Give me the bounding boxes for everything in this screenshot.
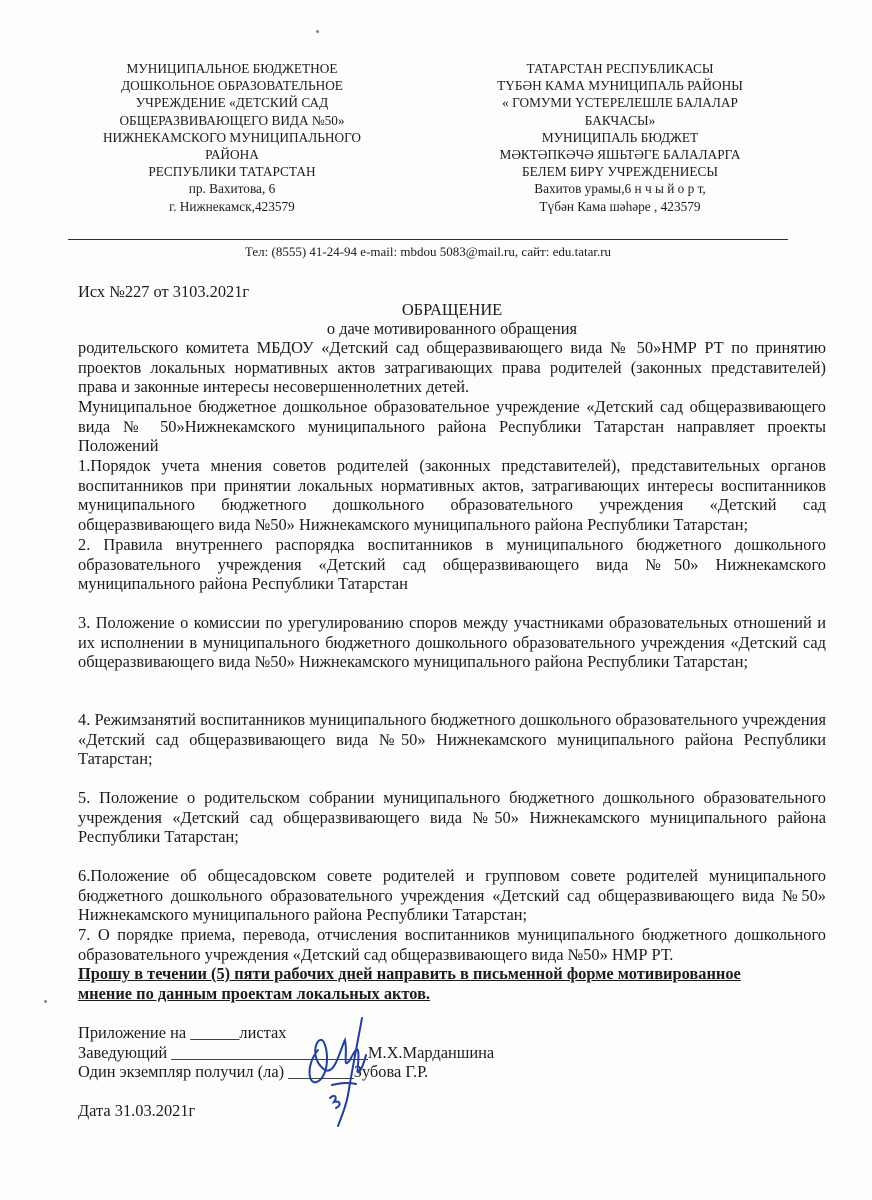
scan-speck xyxy=(44,1000,47,1003)
header-line: МӘКТӘПКӘЧӘ ЯШЬТӘГЕ БАЛАЛАРГА xyxy=(499,147,741,163)
header-right-org-tt xyxy=(460,60,780,215)
header-line: Түбән Кама шәһәре , 423579 xyxy=(539,198,701,214)
reference-number: Исх №227 от 3103.2021г xyxy=(78,282,250,301)
attachment-line: Приложение на ______листах xyxy=(78,1023,287,1042)
list-item: 5. Положение о родительском собрании муниципального бюджетного дошкольного образовательного учреждения «Детский сад общеразвивающего вида №50» Нижнекамского муниципального района Республики Татарстан; xyxy=(78,788,826,847)
document-title: ОБРАЩЕНИЕ xyxy=(401,300,503,319)
list-item: 2. Правила внутреннего распорядка воспитанников в муниципального бюджетного дошкольного образовательного учреждения «Детский сад общеразвивающего вида №50» Нижнекамского муниципального района Республики Татарстан xyxy=(78,535,826,594)
header-line: пр. Вахитова, 6 xyxy=(188,181,276,197)
header-line: УЧРЕЖДЕНИЕ «ДЕТСКИЙ САД xyxy=(135,95,329,111)
header-line: ТҮБӘН КАМА МУНИЦИПАЛЬ РАЙОНЫ xyxy=(497,78,743,94)
header-line: Вахитов урамы,6 н ч ы й о р т, xyxy=(534,181,706,197)
header-line: РАЙОНА xyxy=(205,147,259,163)
sender-paragraph: Муниципальное бюджетное дошкольное образовательное учреждение «Детский сад общеразвивающего вида № 50»Нижнекамского муниципального района Республики Татарстан направляет проекты Положений xyxy=(78,397,826,456)
intro-paragraph: родительского комитета МБДОУ «Детский сад общеразвивающего вида № 50»НМР РТ по принятию проектов локальных нормативных актов затрагивающих права родителей (законных представителей) права и законные интересы несовершеннолетних детей. xyxy=(78,338,826,397)
head-signature-line: Заведующий ________________________М.Х.Марданшина xyxy=(78,1043,495,1062)
header-line: г. Нижнекамск,423579 xyxy=(169,198,295,214)
header-line: МУНИЦИПАЛЬ БЮДЖЕТ xyxy=(541,129,699,145)
request-text: Прошу в течении (5) пяти рабочих дней направить в письменной форме мотивированное мнение по данным проектам локальных актов. xyxy=(78,964,741,1003)
handwritten-signature xyxy=(300,1010,380,1130)
header-line: ТАТАРСТАН РЕСПУБЛИКАСЫ xyxy=(526,61,714,76)
header-line: РЕСПУБЛИКИ ТАТАРСТАН xyxy=(148,164,316,180)
header-line: БАКЧАСЫ» xyxy=(584,112,656,128)
list-item: 3. Положение о комиссии по урегулированию споров между участниками образовательных отношений и их исполнении в муниципального бюджетного дошкольного образовательного учреждения «Детский сад общеразвивающего вида №50» Нижнекамского муниципального района Республики Татарстан; xyxy=(78,613,826,672)
header-line: ДОШКОЛЬНОЕ ОБРАЗОВАТЕЛЬНОЕ xyxy=(121,78,343,94)
list-item: 1.Порядок учета мнения советов родителей (законных представителей), представительных органов воспитанников при принятии локальных нормативных актов, затрагивающих интересы воспитанников муниципального бюджетного дошкольного образовательного учреждения «Детский сад общеразвивающего вида №50» Нижнекамского муниципального района Республики Татарстан; xyxy=(78,456,826,534)
header-line: БЕЛЕМ БИРҮ УЧРЕЖДЕНИЕСЫ xyxy=(522,164,718,180)
header-line: ОБЩЕРАЗВИВАЮЩЕГО ВИДА №50» xyxy=(119,112,345,128)
document-date: Дата 31.03.2021г xyxy=(78,1101,196,1120)
list-item: 7. О порядке приема, перевода, отчисления воспитанников муниципального бюджетного дошкольного образовательного учреждения «Детский сад общеразвивающего вида №50» НМР РТ. xyxy=(78,925,826,964)
list-item: 4. Режимзанятий воспитанников муниципального бюджетного дошкольного образовательного учреждения «Детский сад общеразвивающего вида №50» Нижнекамского муниципального района Республики Татарстан; xyxy=(78,710,826,769)
scan-speck xyxy=(316,30,319,33)
header-line: НИЖНЕКАМСКОГО МУНИЦИПАЛЬНОГО xyxy=(102,129,362,145)
header-divider xyxy=(68,239,788,240)
received-line: Один экземпляр получил (ла) ________Зубова Г.Р. xyxy=(78,1062,429,1081)
document-subtitle: о даче мотивированного обращения xyxy=(326,319,578,338)
header-line: « ГОМУМИ ҮСТЕРЕЛЕШЛЕ БАЛАЛАР xyxy=(502,95,738,111)
header-left-org-ru xyxy=(72,60,392,215)
list-item: 6.Положение об общесадовском совете родителей и групповом совете родителей муниципального бюджетного дошкольного образовательного учреждения «Детский сад общеразвивающего вида №50» Нижнекамского муниципального района Республики Татарстан; xyxy=(78,866,826,925)
header-line: МУНИЦИПАЛЬНОЕ БЮДЖЕТНОЕ xyxy=(126,61,338,76)
contact-line: Тел: (8555) 41-24-94 e-mail: mbdou 5083@mail.ru, сайт: edu.tatar.ru xyxy=(244,244,612,259)
